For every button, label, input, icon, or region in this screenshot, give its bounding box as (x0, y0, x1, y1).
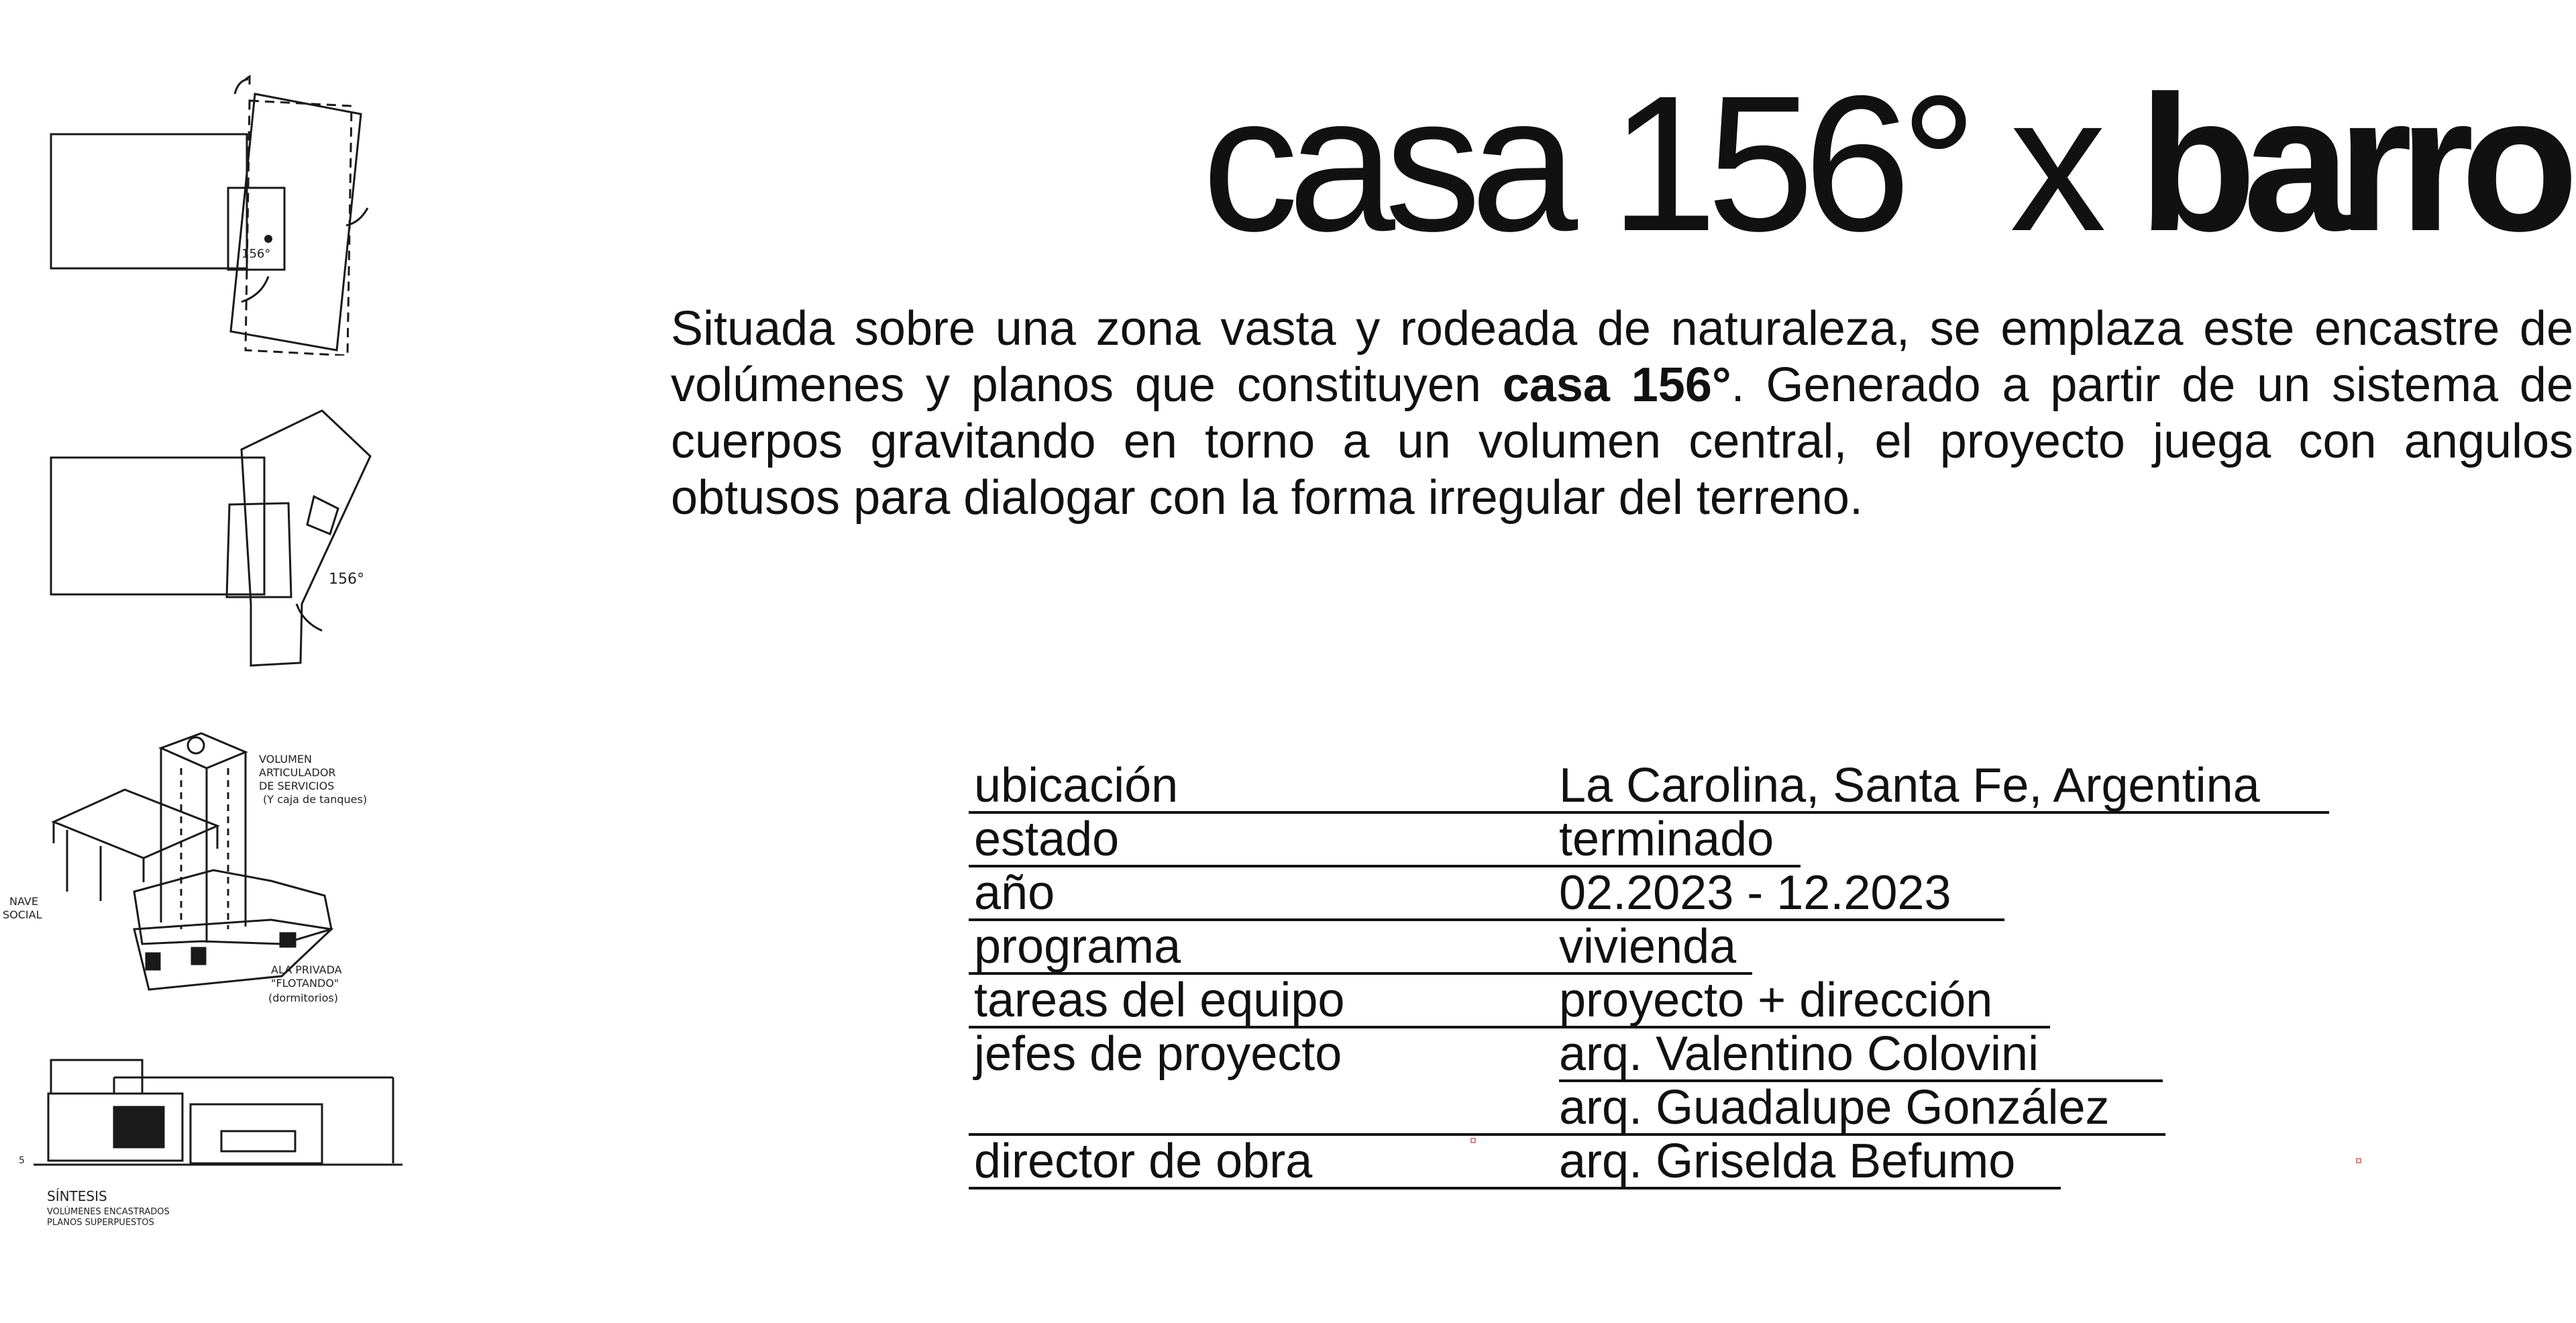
spec-row-programa (969, 921, 2391, 975)
spec-row-estado (969, 814, 2391, 867)
sketch-volume-rotated (231, 94, 361, 350)
note-volumen-2: ARTICULADOR (259, 766, 336, 779)
spec-label: año (974, 866, 1055, 920)
sketch-axonometric (0, 728, 429, 1023)
project-specs (969, 760, 2391, 1189)
project-description (671, 301, 2573, 526)
spec-label: director de obra (974, 1134, 1313, 1188)
spec-label: jefes de proyecto (974, 1027, 1342, 1081)
sketch-tower-top (161, 733, 246, 768)
note-volumen-3: DE SERVICIOS (259, 780, 335, 792)
sketch-volume-core (227, 503, 291, 597)
spec-row-ano (969, 867, 2391, 921)
sketch-private-wing (134, 870, 331, 944)
concept-sketches (0, 0, 429, 1323)
description-text-after: . Generado a partir de un sistema de cuerpos gravitando en torno a un volumen central, el proyecto juega con angulos obtusos para dialogar con la forma irregular del terreno. (671, 358, 2573, 525)
note-sintesis-line2: PLANOS SUPERPUESTOS (47, 1218, 154, 1228)
spec-value: proyecto + dirección (1559, 973, 1993, 1027)
spec-row-tareas (969, 975, 2391, 1028)
title-regular: casa 156° x (1201, 56, 2139, 272)
spec-value: vivienda (1559, 920, 1737, 973)
description-text-before: Situada sobre una zona vasta y rodeada de naturaleza, se emplaza este encastre de volúmenes y planos que constituyen (671, 302, 2573, 412)
decorative-marker (2356, 1158, 2361, 1163)
spec-row-jefes (969, 1028, 2391, 1136)
spec-value: terminado (1559, 812, 1774, 866)
spec-value: arq. Griselda Befumo (1559, 1134, 2016, 1188)
decorative-marker (1470, 1138, 1476, 1143)
title-bold: barro (2138, 56, 2565, 272)
sketch-volume-main (51, 134, 247, 268)
spec-value: arq. Guadalupe González (1559, 1081, 2110, 1134)
page-title (1201, 56, 2565, 272)
sketch-nave-roof (54, 790, 217, 858)
spec-row-ubicacion (969, 760, 2391, 814)
spec-value: La Carolina, Santa Fe, Argentina (1559, 759, 2260, 812)
spec-label: tareas del equipo (974, 973, 1345, 1027)
spec-label: estado (974, 812, 1120, 866)
spec-row-director (969, 1136, 2391, 1189)
description-bold: casa 156° (1502, 358, 1731, 412)
note-number: 5 (19, 1155, 25, 1166)
note-ala-3: (dormitorios) (268, 992, 338, 1004)
note-volumen-4: (Y caja de tanques) (263, 793, 368, 806)
spec-value: arq. Valentino Colovini (1559, 1027, 2039, 1081)
sketch-elev-wing (191, 1104, 322, 1163)
note-sintesis: SÍNTESIS (47, 1188, 107, 1204)
note-nave-2: SOCIAL (3, 908, 42, 921)
sketch-1-note: 156° (241, 247, 271, 261)
sketch-volume-small (307, 496, 338, 534)
note-ala-2: "FLOTANDO" (271, 977, 339, 990)
spec-value: 02.2023 - 12.2023 (1559, 866, 1951, 920)
sketch-elevation-synthesis (13, 1053, 416, 1234)
sketch-volume-dashed (246, 101, 352, 356)
sketch-2-note: 156° (329, 571, 364, 588)
sketch-volume-main (51, 458, 264, 594)
note-ala-1: ALA PRIVADA (271, 963, 342, 976)
note-nave-1: NAVE (9, 895, 38, 908)
note-sintesis-line1: VOLÚMENES ENCASTRADOS (47, 1207, 170, 1217)
sketch-plan-volumes (40, 403, 389, 678)
sketch-rotation-diagram (40, 74, 389, 356)
spec-label: programa (974, 920, 1181, 973)
sketch-volume-wing (241, 411, 370, 666)
note-volumen-1: VOLUMEN (259, 753, 312, 765)
spec-label: ubicación (974, 759, 1179, 812)
